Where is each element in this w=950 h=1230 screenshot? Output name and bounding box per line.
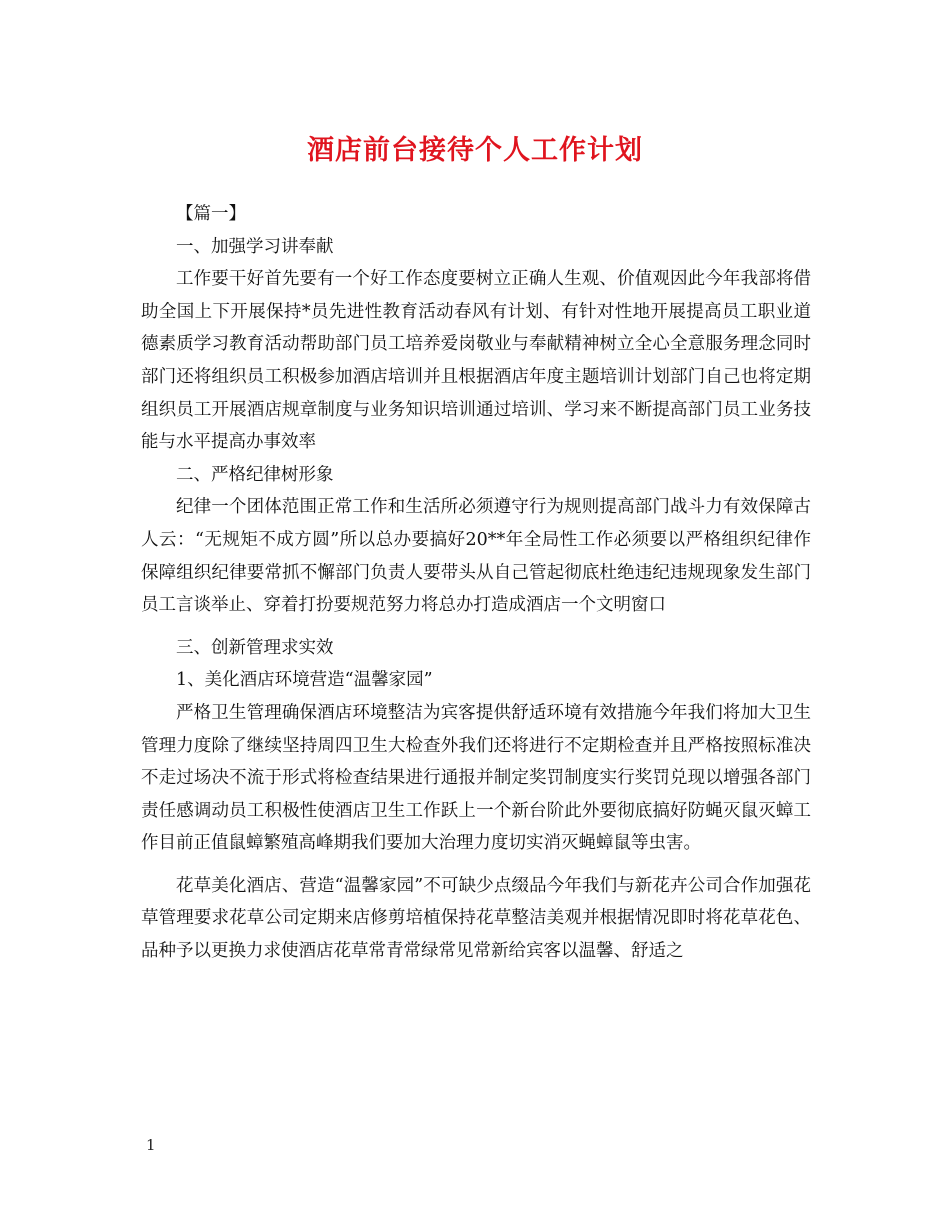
heading-3: 三、创新管理求实效 xyxy=(176,637,334,658)
heading-2: 二、严格纪律树形象 xyxy=(176,464,334,485)
paragraph-1: 工作要干好首先要有一个好工作态度要树立正确人生观、价值观因此今年我部将借助全国上下开展保持*员先进性教育活动春风有计划、有针对性地开展提高员工职业道德素质学习教育活动帮助部门员工培养爱岗敬业与奉献精神树立全心全意服务理念同时部门还将组织员工积极参加酒店培训并且根据酒店年度主题培训计划部门自己也将定期组织员工开展酒店规章制度与业务知识培训通过培训、学习来不断提高部门员工业务技能与水平提高办事效率 xyxy=(141,269,811,453)
heading-1: 一、加强学习讲奉献 xyxy=(176,236,334,257)
document-title: 酒店前台接待个人工作计划 xyxy=(307,135,643,166)
paragraph-4: 花草美化酒店、营造“温馨家园”不可缺少点缀品今年我们与新花卉公司合作加强花草管理要求花草公司定期来店修剪培植保持花草整洁美观并根据情况即时将花草花色、品种予以更换力求使酒店花草常青常绿常见常新给宾客以温馨、舒适之 xyxy=(141,875,811,962)
paragraph-3: 严格卫生管理确保酒店环境整洁为宾客提供舒适环境有效措施今年我们将加大卫生管理力度除了继续坚持周四卫生大检查外我们还将进行不定期检查并且严格按照标准决不走过场决不流于形式将检查结果进行通报并制定奖罚制度实行奖罚兑现以增强各部门责任感调动员工积极性使酒店卫生工作跃上一个新台阶此外要彻底搞好防蝇灭鼠灭蟑工作目前正值鼠蟑繁殖高峰期我们要加大治理力度切实消灭蝇蟑鼠等虫害。 xyxy=(141,702,811,854)
paragraph-2: 纪律一个团体范围正常工作和生活所必须遵守行为规则提高部门战斗力有效保障古人云：“无规矩不成方圆”所以总办要搞好20**年全局性工作必须要以严格组织纪律作保障组织纪律要常抓不懈部门负责人要带头从自己管起彻底杜绝违纪违规现象发生部门员工言谈举止、穿着打扮要规范努力将总办打造成酒店一个文明窗口 xyxy=(141,497,811,616)
subheading-1: 1、美化酒店环境营造“温馨家园” xyxy=(176,670,433,691)
section-label: 【篇一】 xyxy=(176,204,246,224)
document-body xyxy=(141,198,811,968)
page-number: 1 xyxy=(146,1136,156,1154)
